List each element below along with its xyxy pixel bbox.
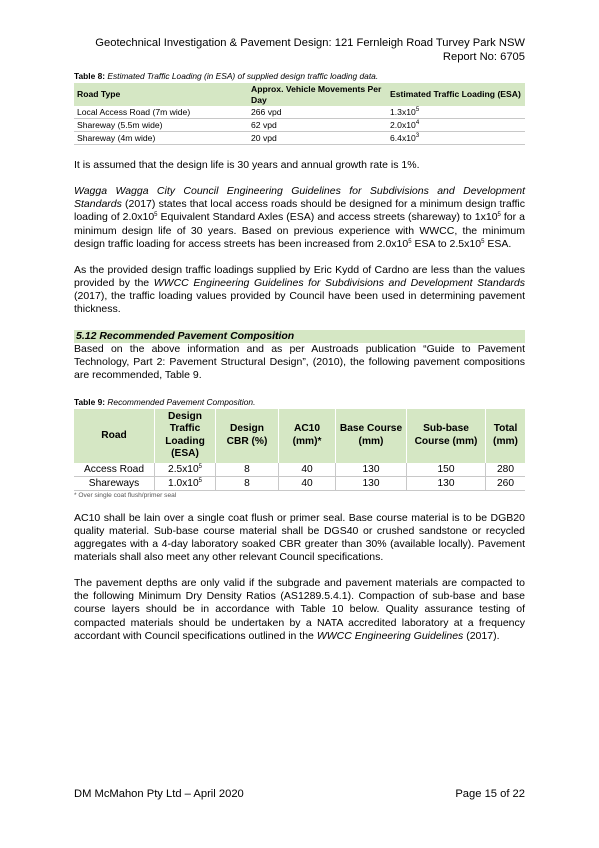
loading-exponent: 5 bbox=[198, 463, 202, 470]
table-row bbox=[74, 132, 525, 145]
column-header-base-course: Base Course (mm) bbox=[336, 409, 407, 463]
ac10-cell: 40 bbox=[279, 476, 336, 490]
footer-company-date: DM McMahon Pty Ltd – April 2020 bbox=[74, 788, 244, 800]
movements-cell: 20 vpd bbox=[248, 132, 387, 145]
loading-value: 2.5x10 bbox=[168, 463, 199, 475]
loading-exponent: 5 bbox=[198, 477, 202, 484]
header-title: Geotechnical Investigation & Pavement Design: 121 Fernleigh Road Turvey Park NSW bbox=[95, 37, 525, 49]
text-run: The pavement depths are only valid if the subgrade and pavement materials are compacted to the following Minimum Dry Density Ratios (AS1289.5.4.1). Compaction of sub-base and base course layers should be in accordance with Table 10 below. Quality assurance testing of compacted materials should be undertaken by a NATA accredited laboratory at a frequency accordant with Council specifications outlined in the bbox=[74, 577, 525, 642]
exponent: 5 bbox=[408, 238, 412, 245]
header-report-number: Report No: 6705 bbox=[442, 51, 525, 63]
compaction-paragraph bbox=[74, 577, 525, 642]
cbr-cell: 8 bbox=[216, 463, 279, 477]
column-header-road-type: Road Type bbox=[74, 83, 248, 106]
text-run: ESA to 2.5x10 bbox=[411, 237, 482, 250]
design-loading-paragraph bbox=[74, 264, 525, 316]
column-header-subbase-course: Sub-base Course (mm) bbox=[407, 409, 486, 463]
column-header-total: Total (mm) bbox=[486, 409, 526, 463]
table-header-row bbox=[74, 83, 525, 106]
movements-cell: 62 vpd bbox=[248, 119, 387, 132]
loading-cell bbox=[387, 119, 525, 132]
column-header-road: Road bbox=[74, 409, 155, 463]
table9-footnote: * Over single coat flush/primer seal bbox=[74, 491, 177, 499]
exponent: 5 bbox=[481, 238, 485, 245]
design-traffic-cell bbox=[155, 476, 216, 490]
loading-cell bbox=[387, 106, 525, 119]
column-header-ac10: AC10 (mm)* bbox=[279, 409, 336, 463]
loading-value: 2.0x10 bbox=[390, 119, 416, 130]
column-header-design-cbr: Design CBR (%) bbox=[216, 409, 279, 463]
design-traffic-cell bbox=[155, 463, 216, 477]
column-header-traffic-loading: Estimated Traffic Loading (ESA) bbox=[387, 83, 525, 106]
loading-exponent: 3 bbox=[415, 132, 420, 139]
cbr-cell: 8 bbox=[216, 476, 279, 490]
guidelines-title: WWCC Engineering Guidelines for Subdivisions and Development Standards bbox=[153, 276, 525, 289]
page-header bbox=[95, 36, 525, 64]
table9-caption bbox=[74, 397, 525, 408]
loading-cell bbox=[387, 132, 525, 145]
loading-exponent: 4 bbox=[415, 119, 420, 126]
table8-caption bbox=[74, 71, 525, 82]
table-row bbox=[74, 476, 525, 490]
section-intro-paragraph: Based on the above information and as per Austroads publication “Guide to Pavement Technology, Part 2: Pavement Structural Design”, (2010), the following pavement compositions are recommended, Table 9. bbox=[74, 342, 525, 381]
exponent: 5 bbox=[154, 212, 158, 219]
text-run: ESA. bbox=[484, 237, 512, 250]
base-course-cell: 130 bbox=[336, 463, 407, 477]
guidelines-title: WWCC Engineering Guidelines bbox=[316, 629, 464, 642]
pavement-composition-table bbox=[74, 409, 525, 491]
table8-caption-label: Table 8: bbox=[74, 71, 106, 81]
text-run: As the provided design traffic loadings supplied by Eric Kydd of Cardno are less than the values provided by the bbox=[74, 263, 525, 289]
road-type-cell: Local Access Road (7m wide) bbox=[74, 106, 248, 119]
text-run: (2017), the traffic loading values provided by Council have been used in determining pavement thickness. bbox=[74, 289, 525, 316]
text-run: (2017). bbox=[463, 629, 500, 642]
page-number: Page 15 of 22 bbox=[455, 788, 525, 800]
loading-value: 1.3x10 bbox=[390, 106, 416, 117]
loading-value: 6.4x10 bbox=[390, 132, 416, 143]
table-row bbox=[74, 119, 525, 132]
road-type-cell: Shareway (4m wide) bbox=[74, 132, 248, 145]
road-type-cell: Shareway (5.5m wide) bbox=[74, 119, 248, 132]
base-course-cell: 130 bbox=[336, 476, 407, 490]
guidelines-title: Wagga Wagga City Council Engineering Guidelines for Subdivisions and Development Standards bbox=[74, 185, 525, 211]
loading-exponent: 5 bbox=[415, 106, 420, 113]
table-row bbox=[74, 463, 525, 477]
section-heading: 5.12 Recommended Pavement Composition bbox=[74, 330, 525, 343]
table8-caption-text: Estimated Traffic Loading (in ESA) of supplied design traffic loading data. bbox=[107, 71, 379, 81]
table-header-row bbox=[74, 409, 525, 463]
traffic-loading-table bbox=[74, 83, 525, 145]
wwcc-guidelines-paragraph bbox=[74, 185, 525, 250]
road-cell: Shareways bbox=[74, 476, 155, 490]
exponent: 5 bbox=[497, 212, 501, 219]
subbase-cell: 150 bbox=[407, 463, 486, 477]
ac10-cell: 40 bbox=[279, 463, 336, 477]
page-footer bbox=[74, 787, 525, 801]
table9-caption-label: Table 9: bbox=[74, 396, 106, 407]
total-cell: 280 bbox=[486, 463, 526, 477]
page-content bbox=[74, 71, 525, 643]
text-run: Equivalent Standard Axles (ESA) and access streets (shareway) to 1x10 bbox=[157, 211, 498, 224]
design-life-paragraph: It is assumed that the design life is 30 years and annual growth rate is 1%. bbox=[74, 159, 420, 172]
column-header-movements: Approx. Vehicle Movements Per Day bbox=[248, 83, 387, 106]
column-header-design-traffic: Design Traffic Loading (ESA) bbox=[155, 409, 216, 463]
total-cell: 260 bbox=[486, 476, 526, 490]
table-row bbox=[74, 106, 525, 119]
road-cell: Access Road bbox=[74, 463, 155, 477]
text-run: (2017) states that local access roads should be designed for a minimum design traffic loading of 2.0x10 bbox=[74, 198, 525, 224]
table9-caption-text: Recommended Pavement Composition. bbox=[107, 396, 256, 407]
movements-cell: 266 vpd bbox=[248, 106, 387, 119]
text-run: for a minimum design life of 30 years. Based on previous experience with WWCC, the minimum design traffic loading for access streets has been increased from 2.0x10 bbox=[74, 211, 525, 250]
subbase-cell: 130 bbox=[407, 476, 486, 490]
loading-value: 1.0x10 bbox=[168, 477, 199, 489]
materials-paragraph: AC10 shall be lain over a single coat flush or primer seal. Base course material is to be DGB20 quality material. Sub-base course material shall be DGS40 or crushed sandstone or recycled aggregates with a 4-day laboratory soaked CBR greater than 30% (available locally). Pavement materials shall also meet any other relevant Council specifications. bbox=[74, 511, 525, 564]
